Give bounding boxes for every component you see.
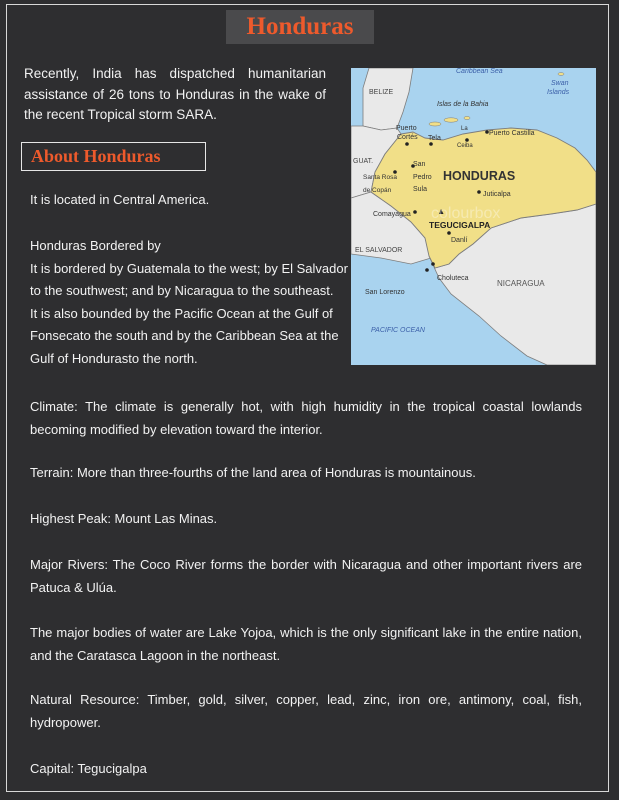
map-label-puerto-cortes-2: Cortés xyxy=(397,134,418,141)
map-swan-island xyxy=(558,73,564,76)
map-label-nicaragua: NICARAGUA xyxy=(497,279,545,288)
map-label-guatemala: GUAT. xyxy=(353,158,374,165)
map-label-juticalpa: Juticalpa xyxy=(483,191,511,198)
rivers-text: Major Rivers: The Coco River forms the border with Nicaragua and other important rivers are Patuca & Ulúa. xyxy=(30,557,582,595)
map-label-choluteca: Choluteca xyxy=(437,275,469,282)
map-label-comayagua: Comayagua xyxy=(373,211,411,218)
map-label-la-ceiba-2: Ceiba xyxy=(457,143,473,149)
location-text: It is located in Central America. xyxy=(30,192,210,207)
climate-text: Climate: The climate is generally hot, with high humidity in the tropical coastal lowlands becoming modified by elevation toward the interior. xyxy=(30,399,582,437)
water-text: The major bodies of water are Lake Yojoa, which is the only significant lake in the entire nation, and the Caratasca Lagoon in the northeast. xyxy=(30,625,582,663)
map-label-san-pedro-sula-3: Sula xyxy=(413,186,428,193)
borders-heading: Honduras Bordered by xyxy=(30,238,161,253)
borders-section xyxy=(30,235,352,370)
map-label-san-lorenzo: San Lorenzo xyxy=(365,289,405,296)
map-label-san-pedro-sula-2: Pedro xyxy=(413,174,432,181)
map-label-swan-1: Swan xyxy=(551,80,569,87)
about-heading-box xyxy=(21,142,206,171)
map-label-islas: Islas de la Bahia xyxy=(437,101,489,108)
map-label-puerto-cortes-1: Puerto xyxy=(396,125,417,132)
intro-paragraph: Recently, India has dispatched humanitarian assistance of 26 tons to Honduras in the wake of the recent Tropical storm SARA. xyxy=(24,66,326,122)
map-label-san-pedro-sula-1: San xyxy=(413,161,426,168)
map-label-el-salvador: EL SALVADOR xyxy=(355,247,403,254)
map-label-belize: BELIZE xyxy=(369,89,394,96)
map-label-la-ceiba-1: La xyxy=(461,126,468,132)
map-label-tela: Tela xyxy=(428,135,441,142)
honduras-map xyxy=(351,68,596,365)
map-label-danli: Danlí xyxy=(451,237,468,244)
capital-text: Capital: Tegucigalpa xyxy=(30,761,147,776)
about-heading: About Honduras xyxy=(31,146,161,166)
map-label-puerto-castilla: Puerto Castilla xyxy=(489,130,535,137)
page-title: Honduras xyxy=(246,13,354,40)
peak-text: Highest Peak: Mount Las Minas. xyxy=(30,511,218,526)
borders-line-2: It is also bounded by the Pacific Ocean at the Gulf of Fonsecato the south and by the Caribbean Sea at the Gulf of Hondurasto the north. xyxy=(30,305,339,366)
map-label-swan-2: Islands xyxy=(547,89,570,96)
map-island xyxy=(429,122,441,126)
map-label-caribbean: Caribbean Sea xyxy=(456,68,503,75)
map-label-pacific: PACIFIC OCEAN xyxy=(371,327,425,334)
map-label-santa-rosa-1: Santa Rosa xyxy=(363,174,397,181)
borders-line-1: It is bordered by Guatemala to the west; by El Salvador to the southwest; and by Nicaragua to the southeast. xyxy=(30,260,348,298)
resources-text: Natural Resource: Timber, gold, silver, copper, lead, zinc, iron ore, antimony, coal, fish, hydropower. xyxy=(30,692,582,730)
map-island xyxy=(444,118,458,122)
map-label-santa-rosa-2: de Copán xyxy=(363,187,392,194)
map-label-honduras: HONDURAS xyxy=(443,169,516,183)
map-watermark: colourbox xyxy=(431,205,501,222)
terrain-text: Terrain: More than three-fourths of the land area of Honduras is mountainous. xyxy=(30,465,476,480)
map-label-tegucigalpa: TEGUCIGALPA xyxy=(429,220,491,230)
map-island xyxy=(464,116,470,119)
title-box xyxy=(226,10,374,44)
